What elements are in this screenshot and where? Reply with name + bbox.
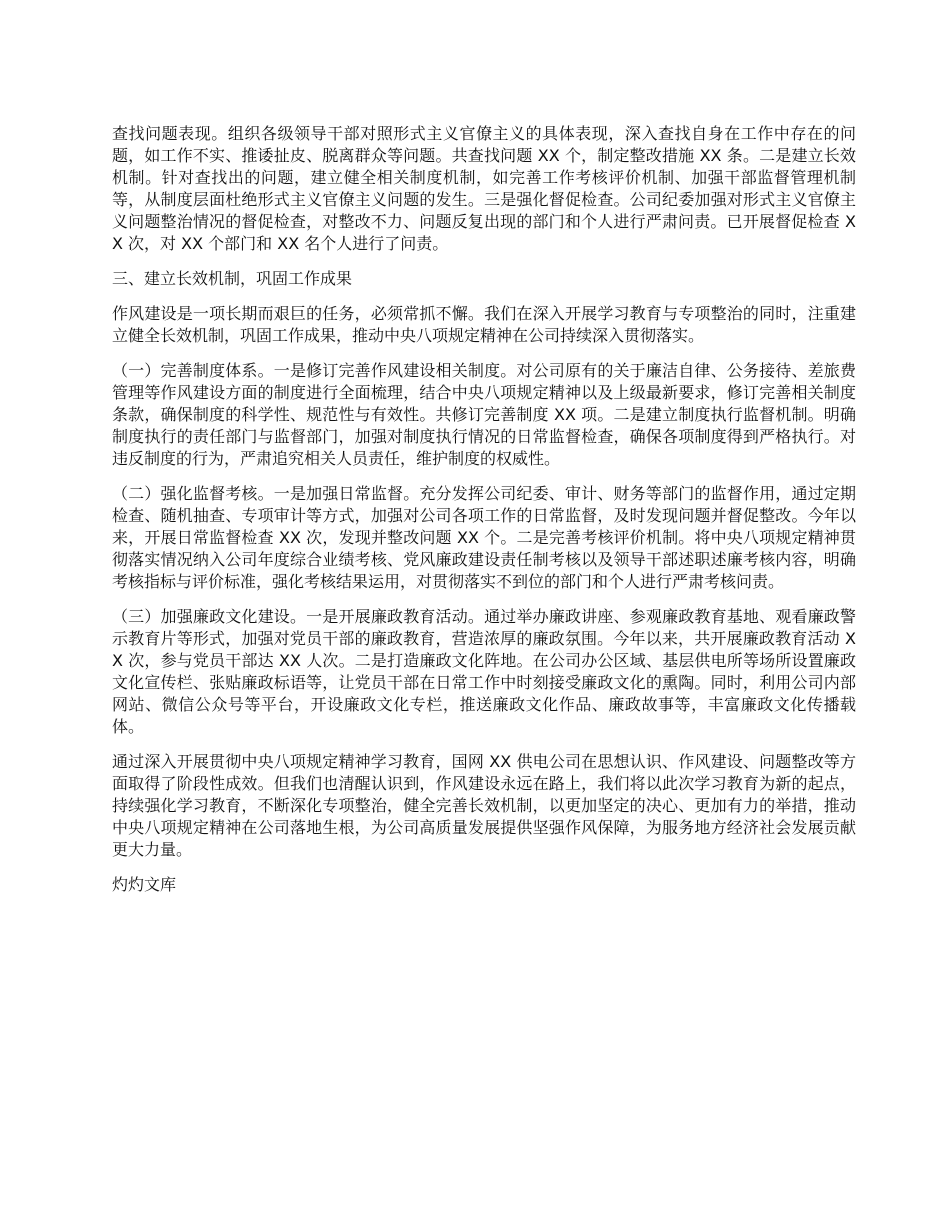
paragraph-conclusion: 通过深入开展贯彻中央八项规定精神学习教育，国网 XX 供电公司在思想认识、作风建设、问题整改等方面取得了阶段性成效。但我们也清醒认识到，作风建设永远在路上，我们将以此次学习教育为新的起点，持续强化学习教育，不断深化专项整治，健全完善长效机制，以更加坚定的决心、更加有力的举措，推动中央八项规定精神在公司落地生根，为公司高质量发展提供坚强作风保障，为服务地方经济社会发展贡献更大力量。 [112,752,856,859]
paragraph-supervision-assessment: （二）强化监督考核。一是加强日常监督。充分发挥公司纪委、审计、财务等部门的监督作用，通过定期检查、随机抽查、专项审计等方式，加强对公司各项工作的日常监督，及时发现问题并督促整改。今年以来，开展日常监督检查 XX 次，发现并整改问题 XX 个。二是完善考核评价机制。将中央八项规定精神贯彻落实情况纳入公司年度综合业绩考核、党风廉政建设责任制考核以及领导干部述职述廉考核内容，明确考核指标与评价标准，强化考核结果运用，对贯彻落实不到位的部门和个人进行严肃考核问责。 [112,484,856,591]
paragraph-institutional-system: （一）完善制度体系。一是修订完善作风建设相关制度。对公司原有的关于廉洁自律、公务接待、差旅费管理等作风建设方面的制度进行全面梳理，结合中央八项规定精神以及上级最新要求，修订完善相关制度条款，确保制度的科学性、规范性与有效性。共修订完善制度 XX 项。二是建立制度执行监督机制。明确制度执行的责任部门与监督部门，加强对制度执行情况的日常监督检查，确保各项制度得到严格执行。对违反制度的行为，严肃追究相关人员责任，维护制度的权威性。 [112,361,856,468]
section-heading-long-term-mechanism: 三、建立长效机制，巩固工作成果 [112,269,353,288]
footer-brand: 灼灼文库 [112,875,177,894]
document-page [112,123,856,896]
paragraph-problem-rectification: 查找问题表现。组织各级领导干部对照形式主义官僚主义的具体表现，深入查找自身在工作中存在的问题，如工作不实、推诿扯皮、脱离群众等问题。共查找问题 XX 个，制定整改措施 XX 条。二是建立长效机制。针对查找出的问题，建立健全相关制度机制，如完善工作考核评价机制、加强干部监督管理机制等，从制度层面杜绝形式主义官僚主义问题的发生。三是强化督促检查。公司纪委加强对形式主义官僚主义问题整治情况的督促检查，对整改不力、问题反复出现的部门和个人进行严肃问责。已开展督促检查 XX 次，对 XX 个部门和 XX 名个人进行了问责。 [112,124,856,253]
paragraph-section-intro: 作风建设是一项长期而艰巨的任务，必须常抓不懈。我们在深入开展学习教育与专项整治的同时，注重建立健全长效机制，巩固工作成果，推动中央八项规定精神在公司持续深入贯彻落实。 [112,304,856,345]
paragraph-integrity-culture: （三）加强廉政文化建设。一是开展廉政教育活动。通过举办廉政讲座、参观廉政教育基地、观看廉政警示教育片等形式，加强对党员干部的廉政教育，营造浓厚的廉政氛围。今年以来，共开展廉政教育活动 XX 次，参与党员干部达 XX 人次。二是打造廉政文化阵地。在公司办公区域、基层供电所等场所设置廉政文化宣传栏、张贴廉政标语等，让党员干部在日常工作中时刻接受廉政文化的熏陶。同时，利用公司内部网站、微信公众号等平台，开设廉政文化专栏，推送廉政文化作品、廉政故事等，丰富廉政文化传播载体。 [112,607,856,736]
